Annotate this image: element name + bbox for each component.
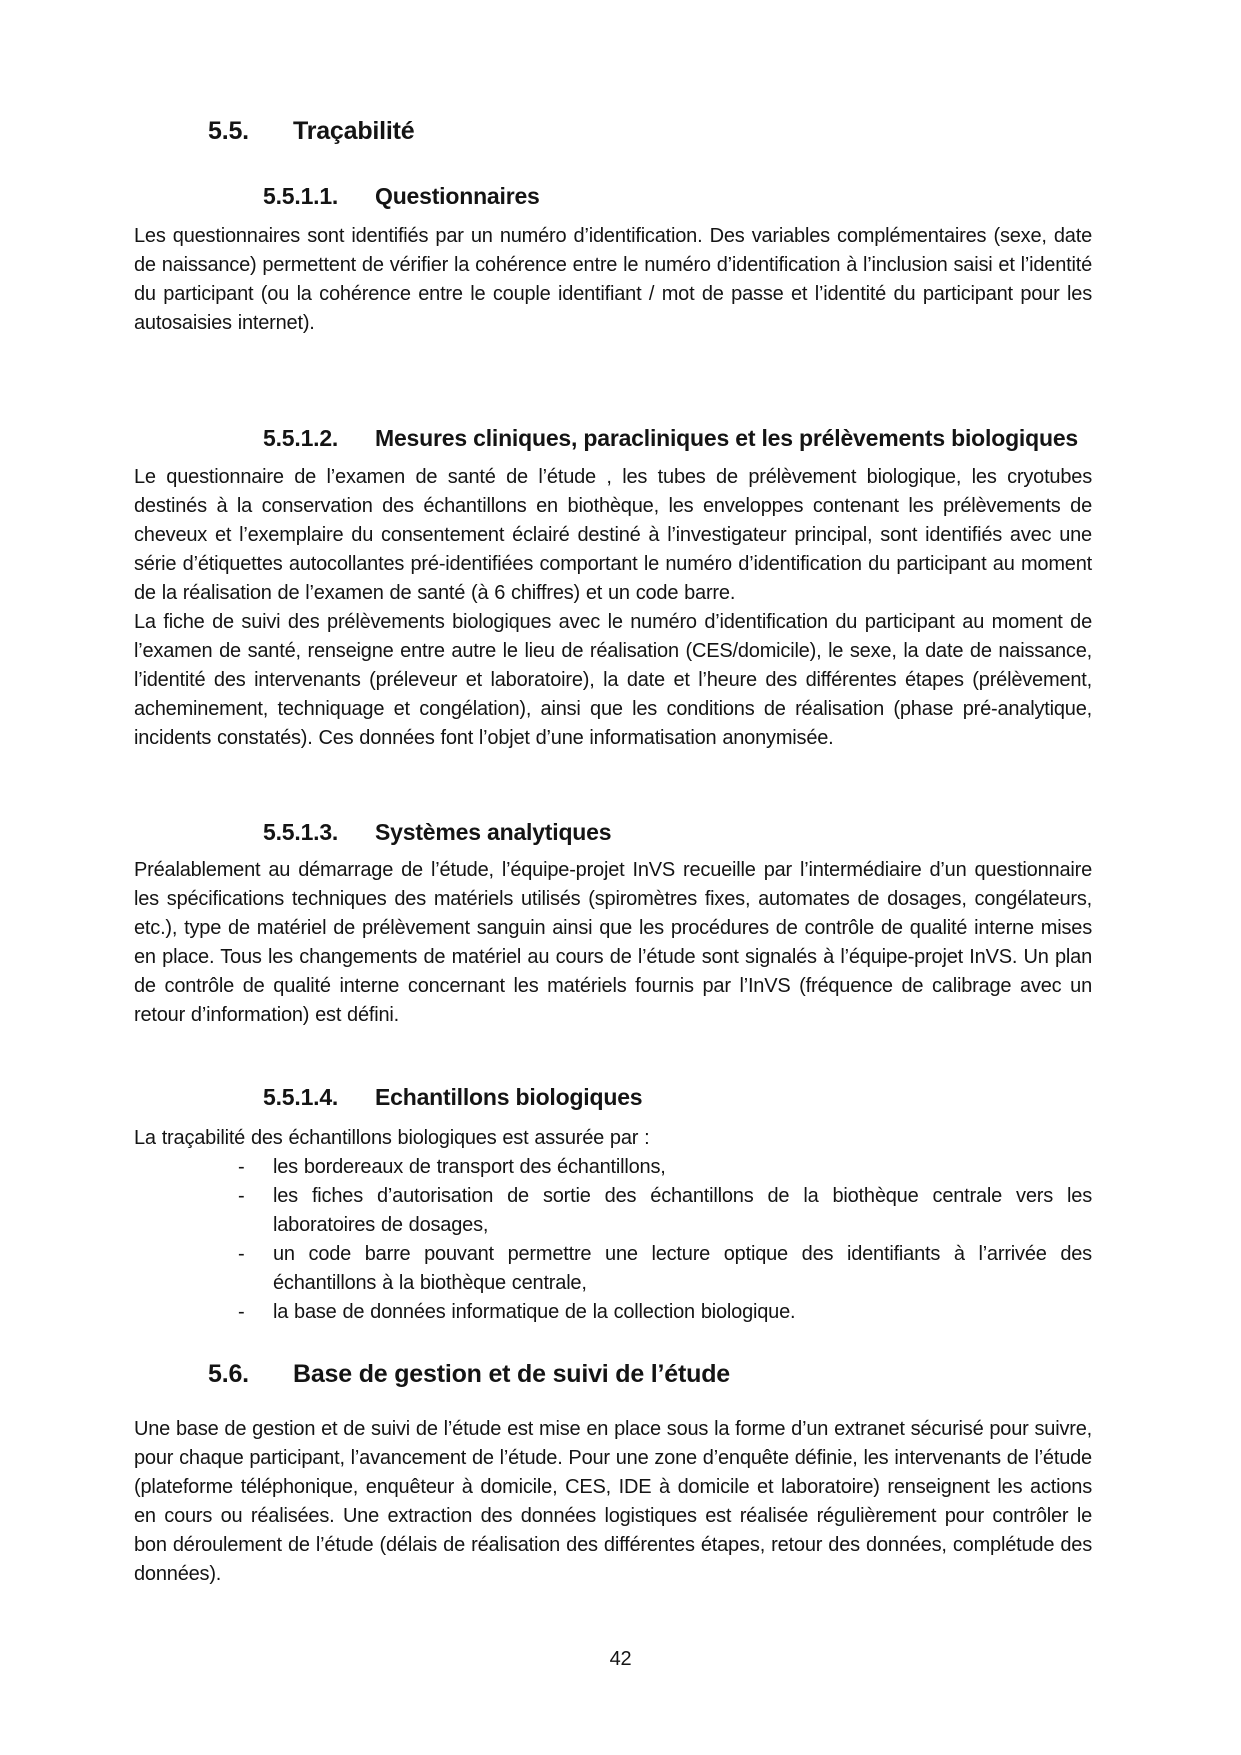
list-dash-marker: - [238,1156,245,1178]
paragraph: Préalablement au démarrage de l’étude, l’équipe-projet InVS recueille par l’intermédiaire d’un questionnaire les spécifications techniques des matériels utilisés (spiromètres fixes, automates de dosages, congélateurs, etc.), type de matériel de prélèvement sanguin ainsi que les procédures de contrôle de qualité interne mises en place. Tous les changements de matériel au cours de l’étude sont signalés à l’équipe-projet InVS. Un plan de contrôle de qualité interne concernant les matériels fournis par l’InVS (fréquence de calibrage avec un retour d’information) est défini. [134,859,1092,1026]
page-number: 42 [609,1648,632,1670]
list-dash-marker: - [238,1301,245,1323]
subsection-title: Questionnaires [375,183,540,209]
paragraph: La fiche de suivi des prélèvements biologiques avec le numéro d’identification du participant au moment de l’examen de santé, renseigne entre autre le lieu de réalisation (CES/domicile), le sexe, la date de naissance, l’identité des intervenants (préleveur et laboratoire), la date et l’heure des différentes étapes (prélèvement, acheminement, techniquage et congélation), ainsi que les conditions de réalisation (phase pré-analytique, incidents constatés). Ces données font l’objet d’une informatisation anonymisée. [134,611,1092,749]
list-item-text: la base de données informatique de la collection biologique. [273,1301,796,1323]
section-heading-5-5 [134,116,1092,146]
subsection-number: 5.5.1.1. [263,183,339,209]
list-item [134,1240,1092,1298]
subsection-number: 5.5.1.4. [263,1084,339,1110]
page-content [134,0,1092,1589]
subsection-heading-5-5-1-2 [134,424,1092,452]
section-heading-5-6 [134,1359,1092,1389]
paragraph: La traçabilité des échantillons biologiques est assurée par : [134,1127,650,1149]
subsection-title: Mesures cliniques, paracliniques et les prélèvements biologiques [375,425,1078,451]
subsection-heading-5-5-1-3 [134,818,1092,846]
paragraph: Une base de gestion et de suivi de l’étude est mise en place sous la forme d’un extranet sécurisé pour suivre, pour chaque participant, l’avancement de l’étude. Pour une zone d’enquête définie, les intervenants de l’étude (plateforme téléphonique, enquêteur à domicile, CES, IDE à domicile et laboratoire) renseignent les actions en cours ou réalisées. Une extraction des données logistiques est réalisée régulièrement pour contrôler le bon déroulement de l’étude (délais de réalisation des différentes étapes, retour des données, complétude des données). [134,1418,1092,1585]
dash-list [134,1153,1092,1327]
list-dash-marker: - [238,1243,245,1265]
list-item-text: les bordereaux de transport des échantillons, [273,1156,666,1178]
subsection-heading-5-5-1-4 [134,1083,1092,1111]
subsection-title: Systèmes analytiques [375,819,612,845]
section-number: 5.6. [208,1360,249,1388]
list-item-text: un code barre pouvant permettre une lecture optique des identifiants à l’arrivée des échantillons à la biothèque centrale, [273,1243,1092,1294]
subsection-title: Echantillons biologiques [375,1084,643,1110]
list-dash-marker: - [238,1185,245,1207]
subsection-number: 5.5.1.3. [263,819,339,845]
list-item-text: les fiches d’autorisation de sortie des échantillons de la biothèque centrale vers les laboratoires de dosages, [273,1185,1092,1236]
list-item [134,1182,1092,1240]
page-footer [0,1648,1241,1671]
paragraph: Les questionnaires sont identifiés par un numéro d’identification. Des variables complémentaires (sexe, date de naissance) permettent de vérifier la cohérence entre le numéro d’identification à l’inclusion saisi et l’identité du participant (ou la cohérence entre le couple identifiant / mot de passe et l’identité du participant pour les autosaisies internet). [134,225,1092,334]
subsection-heading-5-5-1-1 [134,182,1092,210]
list-item [134,1298,1092,1327]
subsection-number: 5.5.1.2. [263,425,339,451]
paragraph: Le questionnaire de l’examen de santé de l’étude , les tubes de prélèvement biologique, les cryotubes destinés à la conservation des échantillons en biothèque, les enveloppes contenant les prélèvements de cheveux et l’exemplaire du consentement éclairé destiné à l’investigateur principal, sont identifiés avec une série d’étiquettes autocollantes pré-identifiées comportant le numéro d’identification du participant au moment de la réalisation de l’examen de santé (à 6 chiffres) et un code barre. [134,466,1092,604]
section-number: 5.5. [208,117,249,145]
section-title: Traçabilité [293,117,415,145]
section-title: Base de gestion et de suivi de l’étude [293,1360,730,1388]
list-item [134,1153,1092,1182]
